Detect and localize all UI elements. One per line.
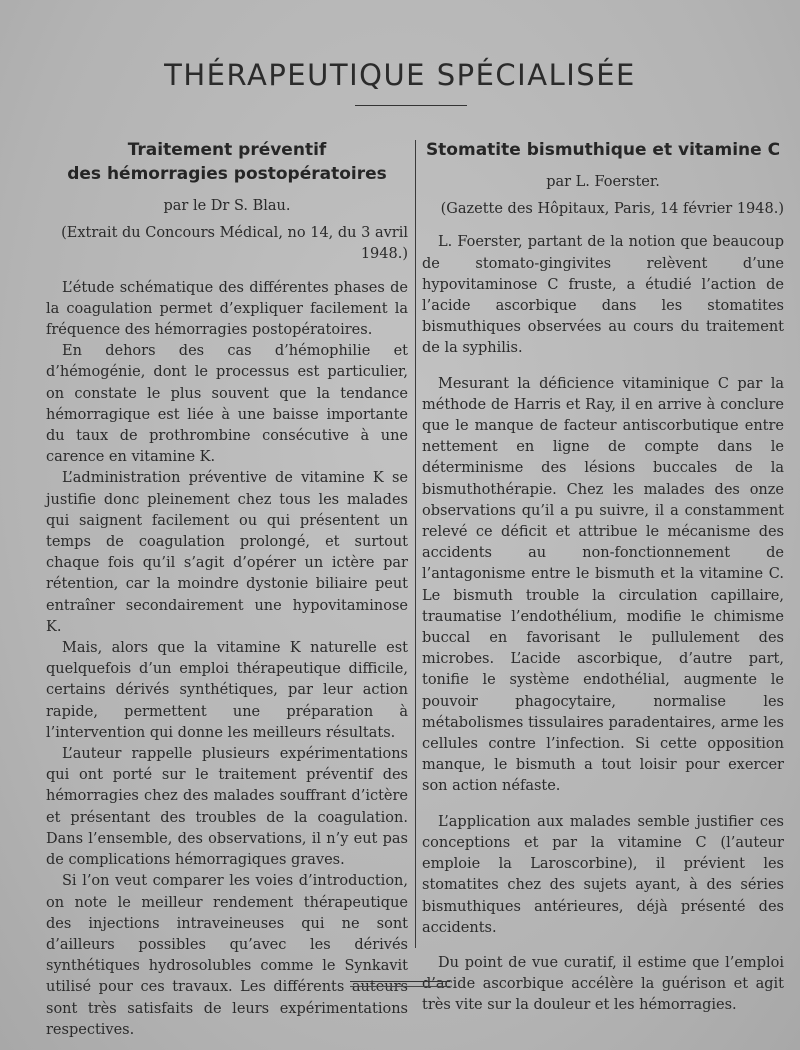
right-paragraph: L. Foerster, partant de la notion que beaucoup de stomato-gingivites relèvent d’une hypovitaminose C fruste, a étudié l’action de l’acide ascorbique dans les stomatites bismuthiques observées au cours du traitement de la syphilis.: [422, 234, 784, 357]
right-article-title: Stomatite bismuthique et vitamine C: [425, 140, 781, 160]
left-title-line2: des hémorragies postopératoires: [67, 164, 387, 184]
right-paragraph: Mesurant la déficience vitaminique C par la méthode de Harris et Ray, il en arrive à conclure que le manque de facteur antiscorbutique entre nettement en ligne de compte dans le déterminisme des lésions buccales de la bismuthothérapie. Chez les malades des onze observations qu’il a pu suivre, il a constamment relevé ce déficit et attribue le mécanisme des accidents au non-fonctionnement de l’antagonisme entre le bismuth et la vitamine C. Le bismuth trouble la circulation capillaire, traumatise l’endothélium, modifie le chimisme buccal en favorisant le pullulement des microbes. L’acide ascorbique, d’autre part, tonifie le système endothélial, augmente le pouvoir phagocytaire, normalise les métabolismes tissulaires paradentaires, arme les cellules contre l’infection. Si cette opposition manque, le bismuth a tout loisir pour exercer son action néfaste.: [422, 375, 784, 795]
page-title: THÉRAPEUTIQUE SPÉCIALISÉE: [164, 58, 636, 92]
left-article: [46, 138, 408, 1041]
left-article-title: [46, 138, 408, 186]
bottom-rule: [350, 981, 450, 982]
right-paragraph: Du point de vue curatif, il estime que l’emploi d’acide ascorbique accélère la guérison et agit très vite sur la douleur et les hémorragies.: [422, 954, 784, 1014]
left-article-byline: par le Dr S. Blau.: [163, 198, 291, 214]
right-article: [422, 138, 784, 1031]
left-paragraph: L’administration préventive de vitamine K se justifie donc pleinement chez tous les malades qui saignent facilement ou qui présentent un temps de coagulation prolongé, et surtout chaque fois qu’il s’agit d’opérer un ictère par rétention, car la moindre dystonie biliaire peut entraîner secondairement une hypovitaminose K.: [46, 470, 408, 635]
title-underline-rule: [355, 105, 467, 106]
bottom-rule: [350, 986, 450, 987]
left-paragraph: L’étude schématique des différentes phases de la coagulation permet d’expliquer facilement la fréquence des hémorragies postopératoires.: [46, 279, 408, 339]
left-paragraph: Mais, alors que la vitamine K naturelle est quelquefois d’un emploi thérapeutique difficile, certains dérivés synthétiques, par leur action rapide, permettent une préparation à l’intervention qui donne les meilleurs résultats.: [46, 640, 408, 741]
left-paragraph: Si l’on veut comparer les voies d’introduction, on note le meilleur rendement thérapeutique des injections intraveineuses qui ne sont d’ailleurs possibles qu’avec les dérivés synthétiques hydrosolubles comme le Synkavit utilisé pour ces travaux. Les différents auteurs sont très satisfaits de leurs expérimentations respectives.: [46, 873, 408, 1038]
left-article-source: (Extrait du Concours Médical, no 14, du 3 avril 1948.): [61, 225, 408, 263]
right-paragraph: L’application aux malades semble justifier ces conceptions et par la vitamine C (l’auteur emploie la Laroscorbine), il prévient les stomatites chez des sujets ayant, à des séries bismuthiques antérieures, déjà présenté des accidents.: [422, 813, 784, 936]
right-article-byline: par L. Foerster.: [546, 174, 660, 190]
left-paragraph: L’auteur rappelle plusieurs expérimentations qui ont porté sur le traitement préventif des hémorragies chez des malades souffrant d’ictère et présentant des troubles de la coagulation. Dans l’ensemble, des observations, il n’y eut pas de complications hémorragiques graves.: [46, 746, 408, 869]
left-title-line1: Traitement préventif: [127, 140, 327, 160]
column-divider: [415, 140, 416, 948]
left-paragraph: En dehors des cas d’hémophilie et d’hémogénie, dont le processus est particulier, on constate le plus souvent que la tendance hémorragique est liée à une baisse importante du taux de prothrombine consécutive à une carence en vitamine K.: [46, 343, 408, 466]
right-article-source: (Gazette des Hôpitaux, Paris, 14 février 1948.): [440, 201, 784, 218]
